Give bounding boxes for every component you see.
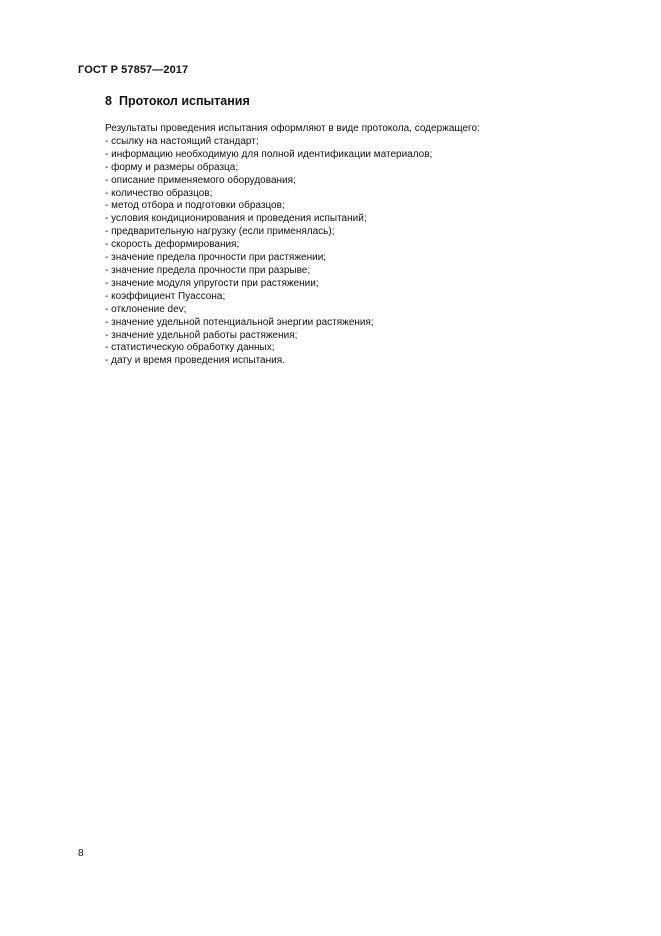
- protocol-items-list: [105, 136, 605, 368]
- list-item: - значение предела прочности при разрыве;: [105, 264, 311, 276]
- list-item: - значение удельной потенциальной энергии растяжения;: [105, 316, 374, 328]
- list-item: - информацию необходимую для полной идентификации материалов;: [105, 148, 433, 160]
- list-item: - значение удельной работы растяжения;: [105, 329, 298, 341]
- document-header: ГОСТ Р 57857—2017: [78, 64, 189, 76]
- list-item: - коэффициент Пуассона;: [105, 290, 226, 302]
- list-item: - дату и время проведения испытания.: [105, 355, 285, 367]
- page-number: 8: [78, 848, 84, 859]
- intro-paragraph: Результаты проведения испытания оформляют в виде протокола, содержащего:: [105, 123, 480, 134]
- list-item: - значение предела прочности при растяжении;: [105, 252, 327, 264]
- list-item: - статистическую обработку данных;: [105, 342, 275, 354]
- list-item: - описание применяемого оборудования;: [105, 174, 296, 186]
- list-item: - условия кондиционирования и проведения испытаний;: [105, 213, 367, 225]
- list-item: - скорость деформирования;: [105, 239, 240, 251]
- list-item: - значение модуля упругости при растяжении;: [105, 277, 319, 289]
- section-heading: [105, 94, 250, 108]
- list-item: - предварительную нагрузку (если применялась);: [105, 226, 335, 238]
- list-item: - форму и размеры образца;: [105, 161, 239, 173]
- section-number: 8: [105, 94, 112, 108]
- section-body: [105, 123, 605, 368]
- list-item: - ссылку на настоящий стандарт;: [105, 135, 259, 147]
- list-item: - количество образцов;: [105, 187, 213, 199]
- list-item: - отклонение dev;: [105, 303, 187, 315]
- list-item: - метод отбора и подготовки образцов;: [105, 200, 285, 212]
- section-title-text: Протокол испытания: [118, 94, 250, 108]
